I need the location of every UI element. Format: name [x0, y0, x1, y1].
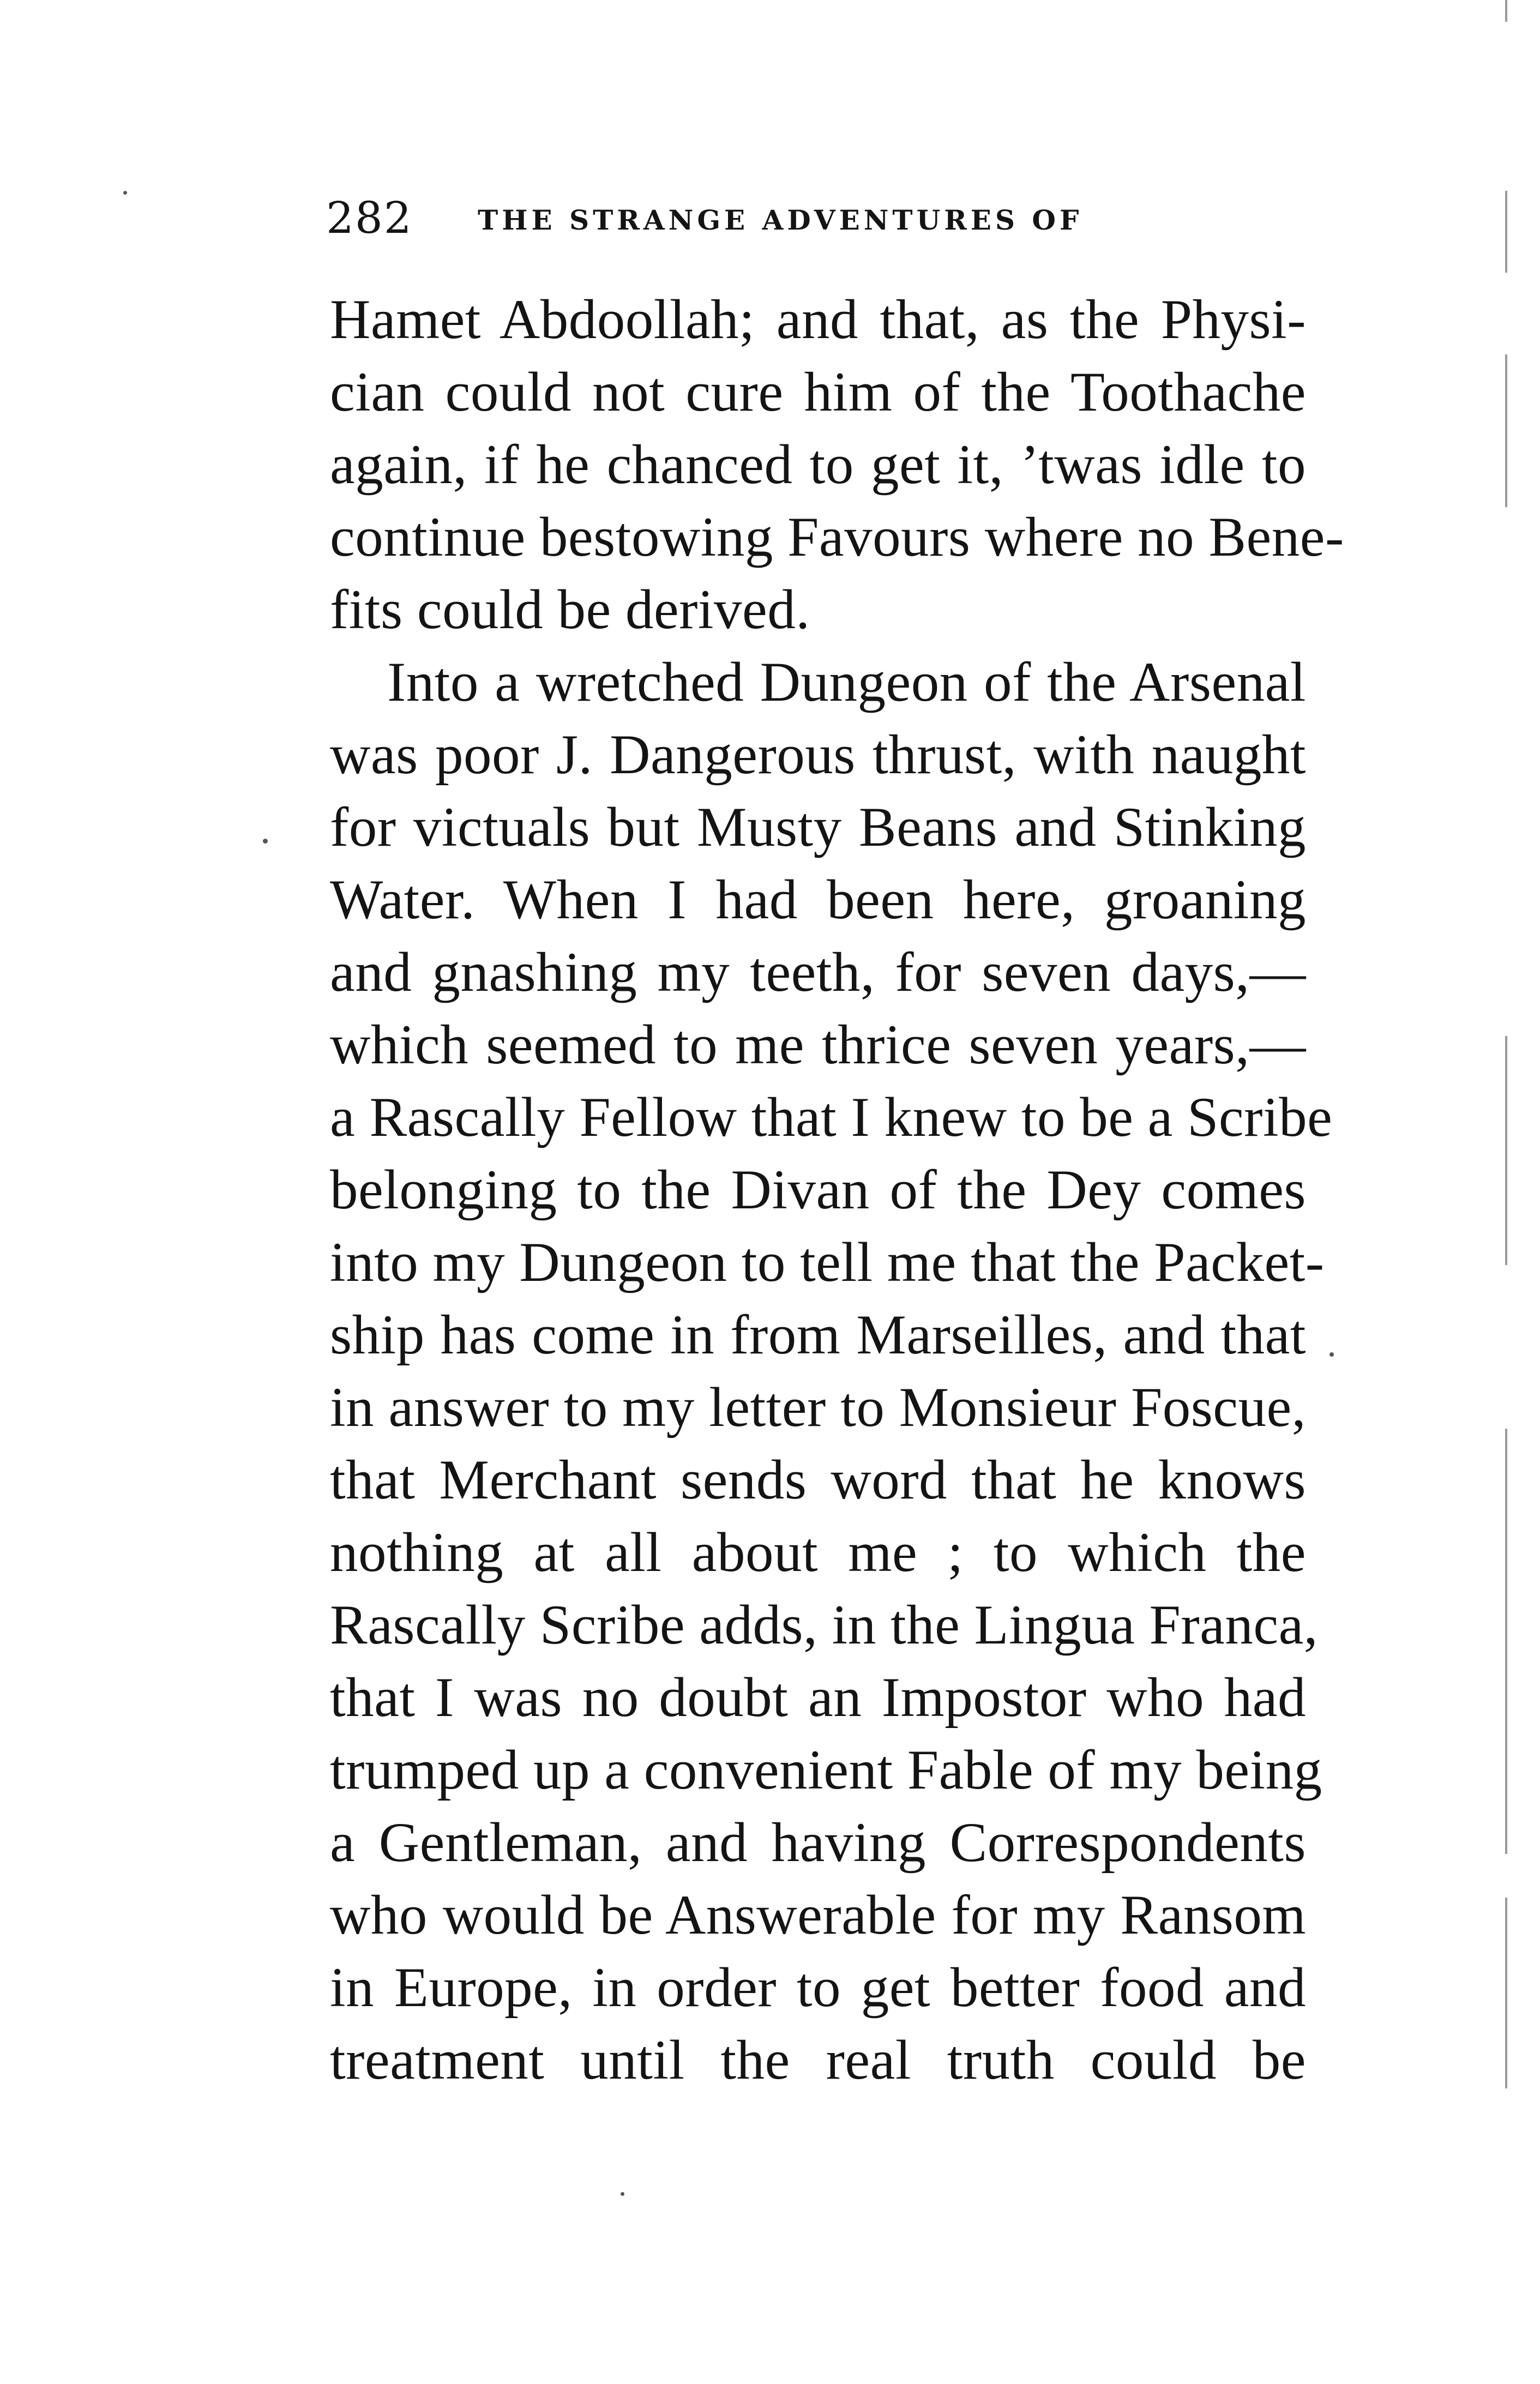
text-line: a Rascally Fellow that I knew to be a Scribe: [330, 1086, 1333, 1148]
scan-edge-mark: [1505, 354, 1507, 507]
text-line: that Merchant sends word that he knows: [330, 1449, 1306, 1511]
scan-edge-mark: [1505, 1429, 1507, 1854]
text-line: into my Dungeon to tell me that the Packet-: [330, 1231, 1325, 1293]
text-line: that I was no doubt an Impostor who had: [330, 1666, 1306, 1729]
scan-speck: [123, 191, 127, 195]
text-line: and gnashing my teeth, for seven days,—: [330, 941, 1306, 1003]
text-line: a Gentleman, and having Correspondents: [330, 1811, 1306, 1874]
body-text: [330, 284, 1344, 2097]
text-line: Rascally Scribe adds, in the Lingua Franca,: [330, 1594, 1319, 1656]
scan-edge-mark: [1505, 1898, 1507, 2088]
page-header: [326, 188, 1308, 248]
text-line: Hamet Abdoollah; and that, as the Physi-: [330, 288, 1306, 351]
text-line: treatment until the real truth could be: [330, 2029, 1306, 2091]
text-line: Into a wretched Dungeon of the Arsenal: [387, 651, 1306, 713]
text-line: nothing at all about me ; to which the: [330, 1521, 1306, 1584]
text-line: fits could be derived.: [330, 579, 810, 641]
page-number: 282: [326, 192, 413, 243]
text-line: ship has come in from Marseilles, and that: [330, 1304, 1306, 1366]
scan-edge-mark: [1505, 0, 1507, 22]
running-head: THE STRANGE ADVENTURES OF: [478, 204, 1083, 236]
scan-speck: [1330, 1352, 1334, 1357]
scan-speck: [621, 2192, 624, 2196]
text-line: Water. When I had been here, groaning: [330, 869, 1306, 931]
scan-edge-mark: [1505, 191, 1507, 273]
text-line: for victuals but Musty Beans and Stinking: [330, 796, 1306, 858]
text-line: continue bestowing Favours where no Bene-: [330, 506, 1344, 568]
scan-edge-mark: [1505, 1036, 1507, 1265]
text-line: was poor J. Dangerous thrust, with naught: [330, 724, 1306, 786]
text-line: which seemed to me thrice seven years,—: [330, 1014, 1306, 1076]
scan-speck: [263, 839, 268, 844]
text-line: again, if he chanced to get it, ’twas idle to: [330, 434, 1306, 496]
text-line: in answer to my letter to Monsieur Foscue,: [330, 1376, 1306, 1438]
text-line: in Europe, in order to get better food and: [330, 1956, 1306, 2019]
text-line: who would be Answerable for my Ransom: [330, 1884, 1306, 1946]
text-line: cian could not cure him of the Toothache: [330, 361, 1306, 423]
text-line: trumped up a convenient Fable of my being: [330, 1739, 1322, 1801]
text-line: belonging to the Divan of the Dey comes: [330, 1159, 1306, 1221]
